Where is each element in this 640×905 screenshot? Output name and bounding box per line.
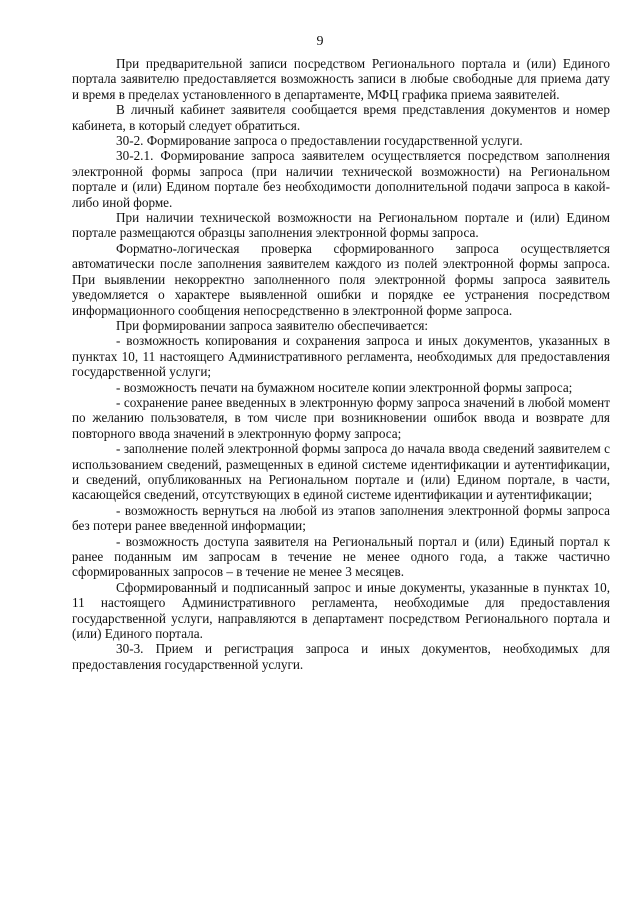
paragraph-format-logical-check: Форматно-логическая проверка сформированного запроса осуществляется автоматически после заполнения заявителем каждого из полей электронной формы запроса. При выявлении некорректно заполненного поля электронной формы запроса заявитель уведомляется о характере выявленной ошибки и порядке ее устранения посредством информационного сообщения непосредственно в электронной форме запроса. [72,240,610,318]
paragraph-section-30-2-1: 30-2.1. Формирование запроса заявителем осуществляется посредством заполнения электронной формы запроса (при наличии технической возможности) на Региональном портале и (или) Едином портале без необходимости дополнительной подачи запроса в какой-либо иной форме. [72,148,610,210]
page-number: 9 [316,34,324,49]
list-item-copy-save: - возможность копирования и сохранения запроса и иных документов, указанных в пунктах 10, 11 настоящего Административного регламента, необходимых для предоставления государственной услуги; [72,333,610,380]
paragraph-section-30-3: 30-3. Прием и регистрация запроса и иных документов, необходимых для предоставления государственной услуги. [72,641,610,672]
paragraph-form-samples: При наличии технической возможности на Региональном портале и (или) Едином портале размещаются образцы заполнения электронной формы запроса. [72,210,610,241]
list-item-prefill: - заполнение полей электронной формы запроса до начала ввода сведений заявителем с использованием сведений, размещенных в единой системе идентификации и аутентификации, и сведений, опубликованных на Региональном портале и (или) Едином портале, в части, касающейся сведений, отсутствующих в единой системе идентификации и аутентификации; [72,441,610,503]
paragraph-provided-features-intro: При формировании запроса заявителю обеспечивается: [116,317,429,333]
list-item-access-requests: - возможность доступа заявителя на Региональный портал и (или) Единый портал к ранее поданным им запросам в течение не менее одного года, а также частично сформированных запросов – в течение не менее 3 месяцев. [72,533,610,580]
paragraph-section-30-2: 30-2. Формирование запроса о предоставлении государственной услуги. [116,133,523,149]
paragraph-personal-account: В личный кабинет заявителя сообщается время представления документов и номер кабинета, в который следует обратиться. [72,102,610,133]
paragraph-signed-request: Сформированный и подписанный запрос и иные документы, указанные в пунктах 10, 11 настоящего Административного регламента, необходимые для предоставления государственной услуги, направляются в департамент посредством Регионального портала и (или) Единого портала. [72,579,610,642]
list-item-save-values: - сохранение ранее введенных в электронную форму запроса значений в любой момент по желанию пользователя, в том числе при возникновении ошибок ввода и возврате для повторного ввода значений в электронную форму запроса; [72,394,610,441]
paragraph-preliminary-registration: При предварительной записи посредством Регионального портала и (или) Единого портала заявителю предоставляется возможность записи в любые свободные для приема дату и время в пределах установленного в департаменте, МФЦ графика приема заявителей. [72,56,610,102]
list-item-return-to-step: - возможность вернуться на любой из этапов заполнения электронной формы запроса без потери ранее введенной информации; [72,502,610,534]
list-item-print: - возможность печати на бумажном носителе копии электронной формы запроса; [116,379,573,395]
document-body [72,56,610,672]
